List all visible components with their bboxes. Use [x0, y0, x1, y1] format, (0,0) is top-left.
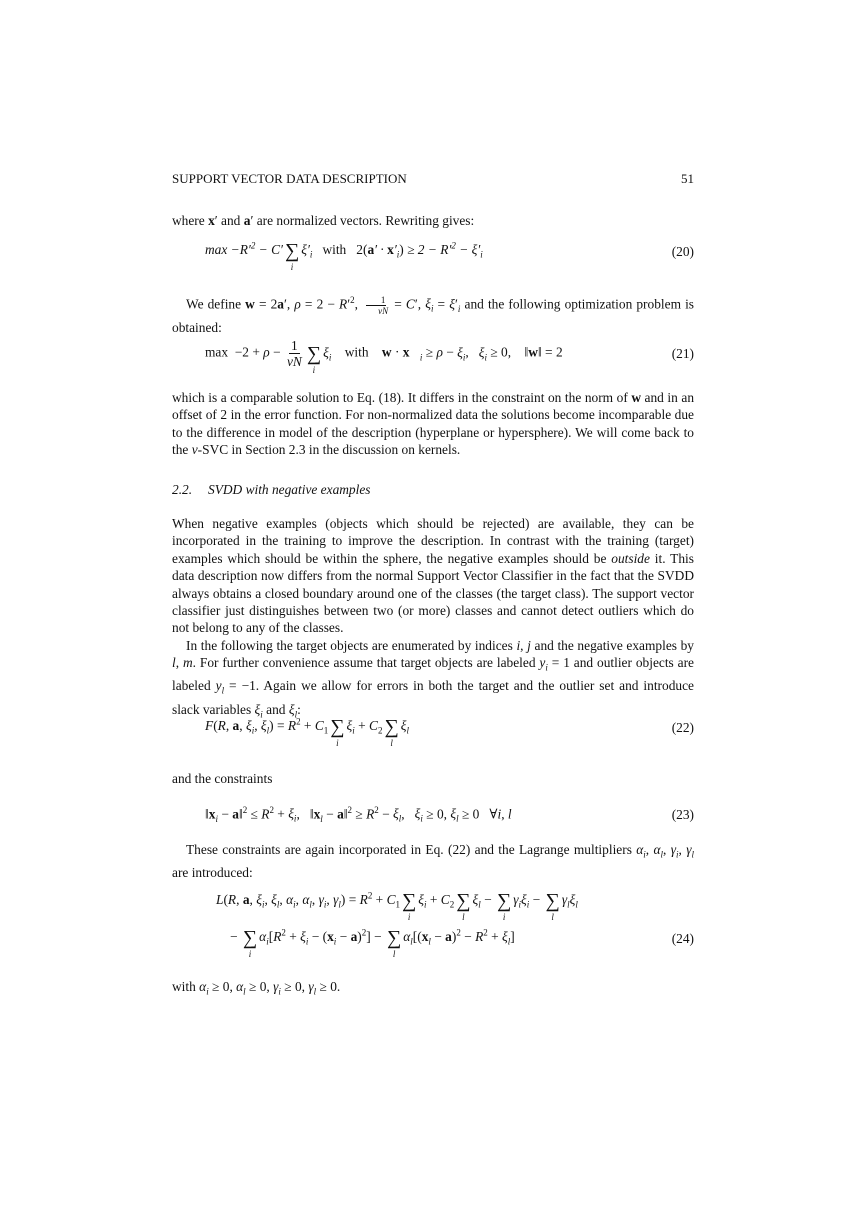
equation-21: max −2 + ρ − $\frac{1}{\nu N}$ ∑ i $\xi_i$ with $w \cdot x⃗_i \ge \rho - \xi_i$, $\xi_i \ge 0$, ‖w‖ = 2 (21)	[205, 338, 694, 375]
paragraph-normalized: where x′ and a′ are normalized vectors. Rewriting gives:	[172, 213, 475, 228]
paragraph-comparable: which is a comparable solution to Eq. (18). It differs in the constraint on the norm of w and in an offset of 2 in the error function. For non-normalized data the solutions become incomparable due to the difference in model of the description (hyperplane or hypersphere). We will come back to the ν-SVC in Section 2.3 in the discussion on kernels.	[172, 390, 695, 458]
equation-20: $\max -R'^2 - C'$ ∑ i $\xi'_i$ with $2(a' \cdot x'_i) \ge 2 - R'^2 - \xi'_i$ (20)	[205, 240, 694, 272]
running-header	[172, 171, 694, 187]
equation-23: $‖x_i$ − a‖$^2$ ≤ $R^2 + \xi_i$, $‖x_l$ − a‖$^2$ ≥ $R^2 - \xi_l$, $\xi_i \ge 0$, $\xi_l \ge 0$ ∀i, l (23)	[205, 805, 694, 825]
paragraph-indices: In the following the target objects are enumerated by indices i, j and the negative examples by l, m. For further convenience assume that target objects are labeled $y_i = 1$ and outlier objects are labeled $y_l = -1$. Again we allow for errors in both the target and the outlier set and introduce slack variables $\xi_i$ and $\xi_l$:	[172, 638, 694, 720]
equation-22: F(R, a, $\xi_i$, $\xi_l) = R^2 + C_1$ ∑ i $\xi_i + C_2$ ∑ l $\xi_l$ (22)	[205, 716, 694, 748]
paragraph-multiplier-conditions: with $\alpha_i \ge 0$, $\alpha_l \ge 0$, $\gamma_i \ge 0$, $\gamma_l \ge 0$.	[172, 979, 341, 997]
section-number: 2.2.	[172, 482, 193, 497]
paragraph-define: We define w = 2a′, $\rho = 2 - R'^2$, $\frac{1}{\nu N}$ = C′, $\xi_i = \xi'_i$ and the following optimization problem is obtained:	[172, 294, 695, 335]
equation-24: − ∑ i $\alpha_i[R^2 + \xi_i - (x_i - a)^2]$ − ∑ l $\alpha_l[(x_l - a)^2 - R^2 + \xi_l]$ (24)	[230, 927, 694, 959]
paragraph-negative-examples: When negative examples (objects which should be rejected) are available, they can be incorporated in the training to improve the description. In contrast with the training (target) examples which should be within the sphere, the negative examples should be outside it. This data description now differs from the normal Support Vector Classifier in the fact that the SVDD always obtains a closed boundary around one of the classes (the target class). The support vector classifier just distinguishes between two (or more) classes and cannot detect outliers which do not belong to any of the classes.	[172, 516, 694, 636]
paragraph-constraints: and the constraints	[172, 771, 273, 786]
page-number: 51	[681, 171, 694, 186]
equation-number: (22)	[671, 719, 694, 735]
equation-number: (20)	[671, 243, 694, 259]
running-title: SUPPORT VECTOR DATA DESCRIPTION	[172, 171, 407, 186]
paragraph-lagrange: These constraints are again incorporated in Eq. (22) and the Lagrange multipliers $\alpha_i$, $\alpha_l$, $\gamma_i$, $\gamma_l$ are introduced:	[172, 842, 694, 881]
equation-number: (23)	[671, 806, 694, 822]
equation-number: (24)	[671, 930, 694, 946]
section-title: SVDD with negative examples	[208, 482, 371, 497]
section-heading	[172, 482, 371, 498]
equation-number: (21)	[671, 345, 694, 361]
equation-24-line1: L(R, a, $\xi_i$, $\xi_l$, $\alpha_i$, $\alpha_l$, $\gamma_i$, $\gamma_l) = R^2 + C_1$ ∑ i $\xi_i + C_2$ ∑ l $\xi_l$ − ∑ i $\gamma_i\xi_i$ − ∑ l $\gamma_l\xi_l$	[216, 890, 578, 922]
